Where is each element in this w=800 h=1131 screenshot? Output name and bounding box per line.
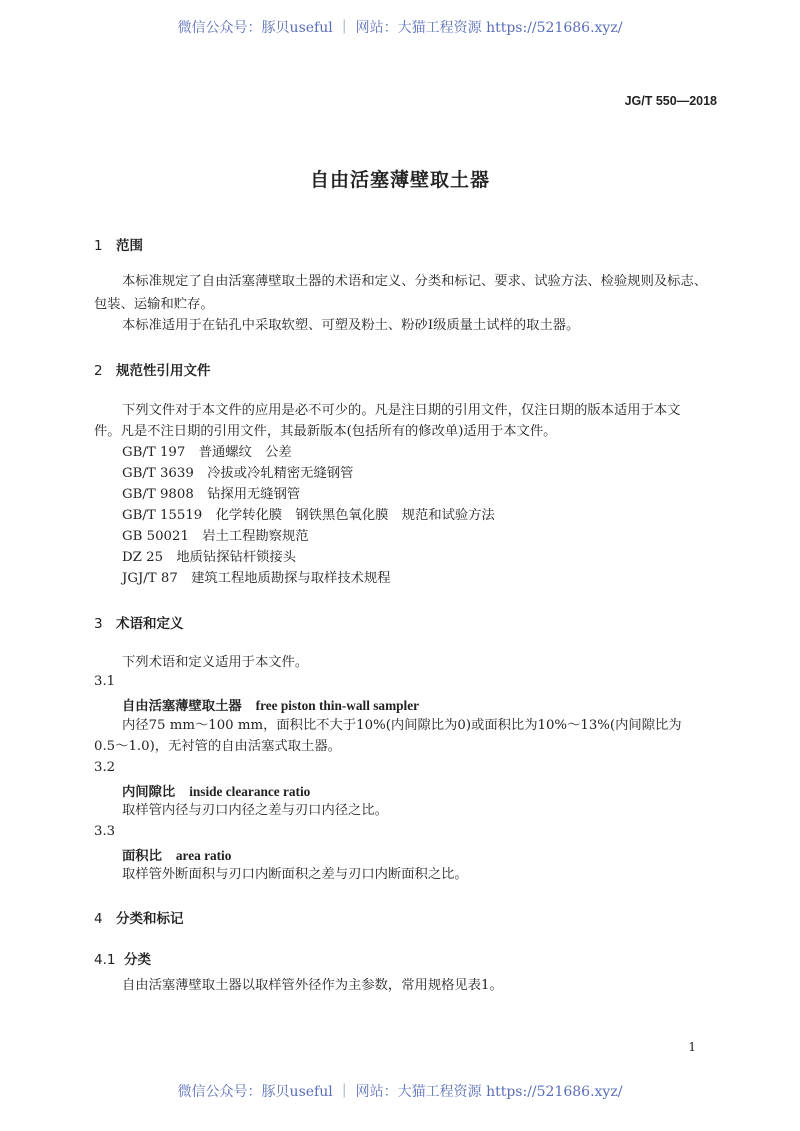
section-title: 规范性引用文件	[116, 363, 211, 379]
reference-item: DZ 25 地质钻探钻杆锁接头	[122, 550, 297, 565]
section-title: 术语和定义	[116, 616, 184, 632]
term-chinese: 内间隙比	[122, 785, 176, 800]
paragraph: 本标准规定了自由活塞薄壁取土器的术语和定义、分类和标记、要求、试验方法、检验规则及标志、	[122, 274, 708, 289]
reference-item: JGJ/T 87 建筑工程地质勘探与取样技术规程	[122, 571, 391, 586]
watermark-top: 微信公众号：豚贝useful ｜ 网站：大猫工程资源 https://521686.xyz/	[177, 20, 623, 36]
reference-item: GB/T 9808 钻探用无缝钢管	[122, 487, 301, 502]
reference-item: GB 50021 岩土工程勘察规范	[122, 529, 309, 544]
reference-item: GB/T 15519 化学转化膜 钢铁黑色氧化膜 规范和试验方法	[122, 508, 495, 523]
term-definition: 内径75 mm～100 mm，面积比不大于10%(内间隙比为0)或面积比为10%～13%(内间隙比为	[122, 718, 682, 733]
term-heading	[122, 781, 310, 800]
term-number: 3.1	[94, 674, 116, 689]
section-3-heading	[94, 612, 184, 632]
section-4-heading	[94, 907, 184, 927]
reference-item: GB/T 3639 冷拔或冷轧精密无缝钢管	[122, 466, 354, 481]
paragraph: 件。凡是不注日期的引用文件，其最新版本(包括所有的修改单)适用于本文件。	[94, 424, 557, 439]
document-title: 自由活塞薄壁取土器	[309, 169, 490, 191]
term-number: 3.2	[94, 760, 116, 775]
term-english: free piston thin-wall sampler	[255, 698, 420, 713]
watermark-bottom: 微信公众号：豚贝useful ｜ 网站：大猫工程资源 https://521686.xyz/	[177, 1084, 623, 1100]
section-number: 1	[94, 238, 103, 254]
paragraph: 下列术语和定义适用于本文件。	[122, 655, 309, 670]
standard-code: JG/T 550—2018	[624, 94, 717, 108]
term-heading	[122, 695, 419, 714]
section-1-heading	[94, 234, 143, 254]
paragraph: 包装、运输和贮存。	[94, 297, 214, 312]
subsection-title: 分类	[124, 952, 151, 968]
term-heading	[122, 845, 231, 864]
paragraph: 本标准适用于在钻孔中采取软塑、可塑及粉土、粉砂Ⅰ级质量土试样的取土器。	[122, 318, 580, 333]
section-2-heading	[94, 359, 211, 379]
reference-item: GB/T 197 普通螺纹 公差	[122, 445, 292, 460]
term-english: inside clearance ratio	[189, 784, 311, 799]
term-english: area ratio	[175, 848, 232, 863]
section-number: 2	[94, 363, 103, 379]
term-definition: 取样管内径与刃口内径之差与刃口内径之比。	[122, 803, 388, 818]
term-chinese: 自由活塞薄壁取土器	[122, 699, 242, 714]
term-chinese: 面积比	[122, 849, 162, 864]
section-title: 分类和标记	[116, 911, 184, 927]
term-definition: 0.5～1.0)，无衬管的自由活塞式取土器。	[94, 739, 341, 754]
section-title: 范围	[116, 238, 143, 254]
paragraph: 下列文件对于本文件的应用是必不可少的。凡是注日期的引用文件，仅注日期的版本适用于本文	[122, 403, 681, 418]
subsection-4-1-heading	[94, 948, 151, 968]
term-number: 3.3	[94, 824, 116, 839]
section-number: 4	[94, 911, 103, 927]
page-number: 1	[688, 1040, 696, 1054]
subsection-number: 4.1	[94, 952, 116, 968]
section-number: 3	[94, 616, 103, 632]
paragraph: 自由活塞薄壁取土器以取样管外径作为主参数，常用规格见表1。	[122, 978, 503, 993]
term-definition: 取样管外断面积与刃口内断面积之差与刃口内断面积之比。	[122, 867, 468, 882]
